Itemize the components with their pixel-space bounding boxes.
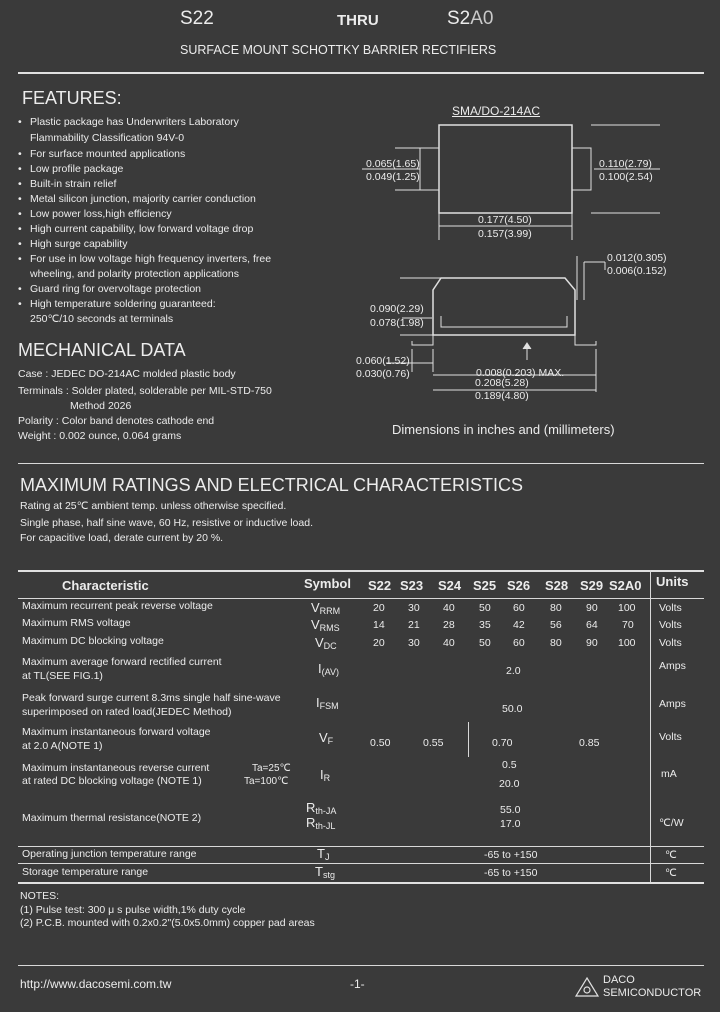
ratings-note: For capacitive load, derate current by 20 %.: [20, 532, 224, 544]
daco-logo-icon: [574, 976, 600, 998]
cell: 100: [618, 637, 636, 649]
feature-item: Built-in strain relief: [30, 178, 117, 190]
col-part: S24: [438, 578, 462, 593]
ratings-note: Rating at 25℃ ambient temp. unless otherwise specified.: [20, 500, 287, 512]
cell: 100: [618, 602, 636, 614]
feature-item: Guard ring for overvoltage protection: [30, 283, 202, 295]
cell: 20: [373, 602, 385, 614]
features-title: FEATURES:: [22, 88, 122, 108]
row-label: Maximum DC blocking voltage: [22, 635, 164, 647]
row-symbol: $I_{(AV)}$: [318, 661, 339, 677]
dim-label: 0.049(1.25): [366, 171, 420, 183]
cell: 0.55: [423, 737, 444, 749]
row-label: at TL(SEE FIG.1): [22, 670, 103, 682]
cell: 0.50: [370, 737, 391, 749]
row-symbol: $V_F$: [319, 730, 334, 746]
col-part: S25: [473, 578, 497, 593]
row-label: at rated DC blocking voltage (NOTE 1): [22, 775, 202, 787]
brand-name: DACO: [603, 974, 635, 986]
part-to: S2A0: [447, 8, 494, 29]
dim-label: 0.030(0.76): [356, 368, 410, 380]
cell: 56: [550, 619, 562, 631]
page-subtitle: SURFACE MOUNT SCHOTTKY BARRIER RECTIFIERS: [180, 43, 497, 57]
ir-condition: Ta=25℃: [252, 763, 291, 774]
dim-label: 0.006(0.152): [607, 265, 667, 277]
cell: 0.5: [502, 759, 517, 771]
cell: 0.85: [579, 737, 600, 749]
dim-label: 0.157(3.99): [478, 228, 532, 240]
row-label: Operating junction temperature range: [22, 848, 197, 860]
cell: 14: [373, 619, 385, 631]
ratings-note: Single phase, half sine wave, 60 Hz, resistive or inductive load.: [20, 517, 313, 529]
cell: 21: [408, 619, 420, 631]
cell: 2.0: [506, 665, 521, 677]
cell: -65 to +150: [484, 849, 538, 861]
dim-label: 0.110(2.79): [599, 158, 652, 170]
divider-footer: [18, 965, 704, 966]
row-label: Maximum average forward rectified current: [22, 656, 222, 668]
cell: 80: [550, 602, 562, 614]
cell-unit: Volts: [659, 602, 682, 614]
cell: 42: [513, 619, 525, 631]
feature-continuation: wheeling, and polarity protection applications: [30, 268, 239, 280]
col-part: S26: [507, 578, 531, 593]
row-label: at 2.0 A(NOTE 1): [22, 740, 103, 752]
mech-method: Method 2026: [70, 400, 132, 412]
cell-unit: Amps: [659, 660, 686, 672]
row-symbol: $V_{DC}$: [315, 635, 337, 651]
brand-subtitle: SEMICONDUCTOR: [603, 987, 702, 999]
dim-label: 0.090(2.29): [370, 303, 424, 315]
feature-continuation: Flammability Classification 94V-0: [30, 132, 185, 144]
row-symbol: $T_J$: [317, 846, 330, 862]
col-characteristic: Characteristic: [62, 578, 149, 593]
dim-label: 0.008(0.203) MAX.: [476, 367, 565, 379]
mech-case: Case : JEDEC DO-214AC molded plastic body: [18, 368, 236, 380]
cell-unit: mA: [661, 768, 677, 780]
cell: 30: [408, 602, 420, 614]
cell-unit: ℃/W: [659, 817, 684, 829]
row-symbol: $R_{th-JA}$: [306, 800, 337, 816]
feature-item: High temperature soldering guaranteed:: [30, 298, 216, 310]
thru-label: THRU: [337, 12, 379, 29]
col-symbol: Symbol: [304, 576, 351, 591]
mechanical-title: MECHANICAL DATA: [18, 340, 186, 360]
row-label: Storage temperature range: [22, 866, 149, 878]
cell: 50: [479, 602, 491, 614]
cell: 0.70: [492, 737, 513, 749]
dim-label: 0.065(1.65): [366, 158, 420, 170]
row-label: Maximum recurrent peak reverse voltage: [22, 600, 213, 612]
mech-weight: Weight : 0.002 ounce, 0.064 grams: [18, 430, 182, 442]
cell: 55.0: [500, 804, 521, 816]
dim-label: 0.189(4.80): [475, 390, 529, 402]
cell: 60: [513, 602, 525, 614]
row-symbol: $I_R$: [320, 767, 331, 783]
cell: 90: [586, 602, 598, 614]
dim-label: 0.078(1.98): [370, 317, 424, 329]
col-units: Units: [656, 574, 689, 589]
cell-unit: Volts: [659, 731, 682, 743]
note-2: (2) P.C.B. mounted with 0.2x0.2"(5.0x5.0mm) copper pad areas: [20, 917, 315, 929]
feature-item: High current capability, low forward voltage drop: [30, 223, 254, 235]
package-name: SMA/DO-214AC: [452, 104, 541, 118]
feature-continuation: 250℃/10 seconds at terminals: [30, 313, 174, 325]
feature-item: Plastic package has Underwriters Laboratory: [30, 116, 239, 128]
note-1: (1) Pulse test: 300 μ s pulse width,1% duty cycle: [20, 904, 246, 916]
cell: 20.0: [499, 778, 520, 790]
cell: 90: [586, 637, 598, 649]
row-label: Maximum RMS voltage: [22, 617, 131, 629]
cell: 30: [408, 637, 420, 649]
cell: 80: [550, 637, 562, 649]
feature-item: Low profile package: [30, 163, 124, 175]
cell: 17.0: [500, 818, 521, 830]
dim-label: 0.208(5.28): [475, 377, 529, 389]
cell-unit: ℃: [665, 849, 677, 861]
cell: 20: [373, 637, 385, 649]
col-part: S22: [368, 578, 392, 593]
mech-polarity: Polarity : Color band denotes cathode end: [18, 415, 215, 427]
row-label: Maximum thermal resistance(NOTE 2): [22, 812, 202, 824]
col-part: S2A0: [609, 578, 642, 593]
dim-label: 0.177(4.50): [478, 214, 532, 226]
col-part: S29: [580, 578, 604, 593]
cell-unit: Amps: [659, 698, 686, 710]
row-symbol: $V_{RRM}$: [311, 600, 341, 616]
row-label: Peak forward surge current 8.3ms single half sine-wave: [22, 692, 281, 704]
cell: 70: [622, 619, 634, 631]
row-symbol: $V_{RMS}$: [311, 617, 340, 633]
cell: 50: [479, 637, 491, 649]
cell: 35: [479, 619, 491, 631]
cell: 40: [443, 602, 455, 614]
row-label: Maximum instantaneous reverse current: [22, 762, 210, 774]
dim-label: 0.060(1.52): [356, 355, 410, 367]
cell-unit: ℃: [665, 867, 677, 879]
feature-item: Low power loss,high efficiency: [30, 208, 172, 220]
col-part: S28: [545, 578, 569, 593]
notes-title: NOTES:: [20, 890, 60, 902]
feature-item: High surge capability: [30, 238, 128, 250]
cell-unit: Volts: [659, 637, 682, 649]
row-label: superimposed on rated load(JEDEC Method): [22, 706, 232, 718]
cell: 40: [443, 637, 455, 649]
cell: 28: [443, 619, 455, 631]
mech-terminals: Terminals : Solder plated, solderable per MIL-STD-750: [18, 385, 272, 397]
part-from: S22: [180, 8, 214, 29]
feature-item: For surface mounted applications: [30, 148, 186, 160]
cell: 50.0: [502, 703, 523, 715]
cell: 64: [586, 619, 598, 631]
dim-label: 0.100(2.54): [599, 171, 653, 183]
cell: -65 to +150: [484, 867, 538, 879]
row-label: Maximum instantaneous forward voltage: [22, 726, 211, 738]
col-part: S23: [400, 578, 424, 593]
row-symbol: $I_{FSM}$: [316, 695, 339, 711]
footer-url[interactable]: http://www.dacosemi.com.tw: [20, 977, 172, 991]
page-number: -1-: [350, 977, 365, 991]
feature-item: Metal silicon junction, majority carrier conduction: [30, 193, 256, 205]
dim-label: 0.012(0.305): [607, 252, 667, 264]
ratings-title: MAXIMUM RATINGS AND ELECTRICAL CHARACTERISTICS: [20, 475, 524, 495]
cell-unit: Volts: [659, 619, 682, 631]
diagram-caption: Dimensions in inches and (millimeters): [392, 422, 615, 437]
row-symbol: $T_{stg}$: [315, 864, 335, 880]
feature-item: For use in low voltage high frequency inverters, free: [30, 253, 272, 265]
row-symbol: $R_{th-JL}$: [306, 815, 336, 831]
cell: 60: [513, 637, 525, 649]
ir-condition: Ta=100℃: [244, 776, 289, 787]
